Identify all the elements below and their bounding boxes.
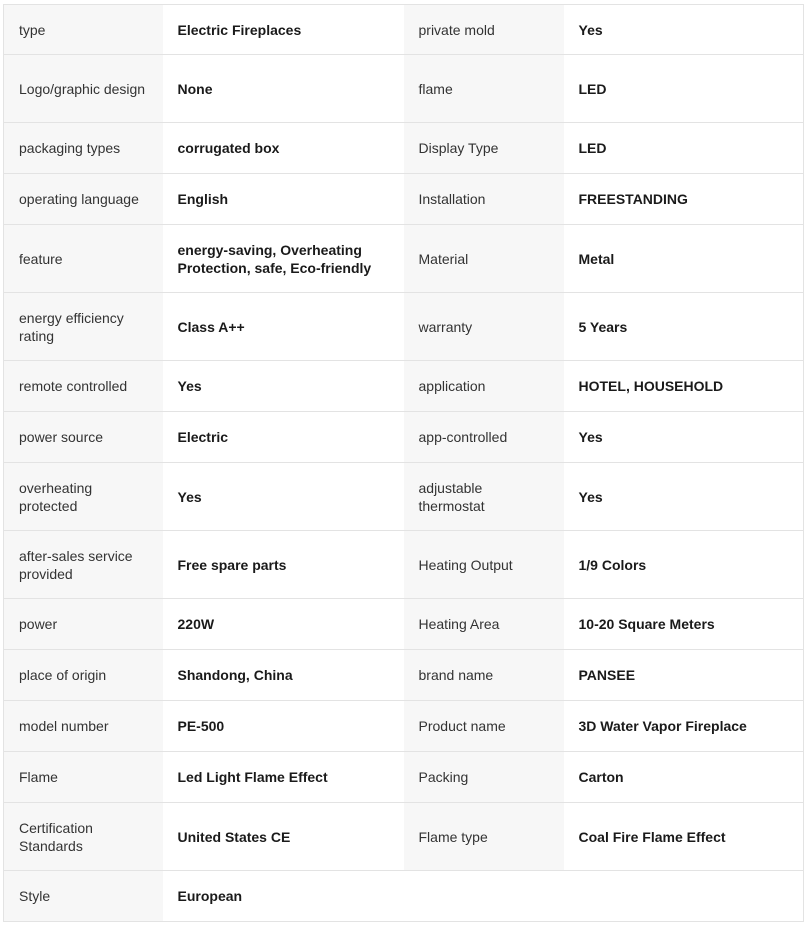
spec-label: place of origin bbox=[4, 650, 163, 701]
spec-label: Flame type bbox=[404, 803, 564, 871]
spec-label: Installation bbox=[404, 174, 564, 225]
spec-value: energy-saving, Overheating Protection, safe, Eco-friendly bbox=[163, 225, 404, 293]
empty-cell bbox=[564, 871, 804, 922]
spec-label: type bbox=[4, 5, 163, 55]
spec-label: Flame bbox=[4, 752, 163, 803]
spec-label: Material bbox=[404, 225, 564, 293]
product-spec-table bbox=[3, 4, 804, 922]
spec-label: packaging types bbox=[4, 123, 163, 174]
spec-row bbox=[4, 463, 804, 531]
spec-label: app-controlled bbox=[404, 412, 564, 463]
spec-value: European bbox=[163, 871, 404, 922]
spec-value: None bbox=[163, 55, 404, 123]
spec-value: 5 Years bbox=[564, 293, 804, 361]
spec-label: warranty bbox=[404, 293, 564, 361]
spec-value: 220W bbox=[163, 599, 404, 650]
spec-row bbox=[4, 531, 804, 599]
spec-value: Electric Fireplaces bbox=[163, 5, 404, 55]
spec-row bbox=[4, 361, 804, 412]
spec-value: PE-500 bbox=[163, 701, 404, 752]
spec-value: United States CE bbox=[163, 803, 404, 871]
spec-value: Yes bbox=[564, 5, 804, 55]
spec-value: Coal Fire Flame Effect bbox=[564, 803, 804, 871]
spec-row bbox=[4, 225, 804, 293]
spec-value: corrugated box bbox=[163, 123, 404, 174]
spec-row bbox=[4, 701, 804, 752]
spec-row bbox=[4, 5, 804, 55]
spec-row bbox=[4, 55, 804, 123]
spec-value: Shandong, China bbox=[163, 650, 404, 701]
spec-row bbox=[4, 123, 804, 174]
spec-row bbox=[4, 412, 804, 463]
spec-value: 3D Water Vapor Fireplace bbox=[564, 701, 804, 752]
spec-label: remote controlled bbox=[4, 361, 163, 412]
spec-row bbox=[4, 803, 804, 871]
spec-label: operating language bbox=[4, 174, 163, 225]
spec-label: model number bbox=[4, 701, 163, 752]
spec-value: Yes bbox=[163, 463, 404, 531]
spec-label: Logo/graphic design bbox=[4, 55, 163, 123]
spec-value: Yes bbox=[564, 463, 804, 531]
spec-label: Certification Standards bbox=[4, 803, 163, 871]
spec-label: power source bbox=[4, 412, 163, 463]
spec-label: after-sales service provided bbox=[4, 531, 163, 599]
spec-value: Electric bbox=[163, 412, 404, 463]
spec-value: Led Light Flame Effect bbox=[163, 752, 404, 803]
spec-value: 10-20 Square Meters bbox=[564, 599, 804, 650]
spec-row bbox=[4, 174, 804, 225]
spec-row bbox=[4, 650, 804, 701]
spec-value: Yes bbox=[163, 361, 404, 412]
spec-label: feature bbox=[4, 225, 163, 293]
spec-table-body bbox=[4, 5, 804, 922]
spec-value: Carton bbox=[564, 752, 804, 803]
spec-label: overheating protected bbox=[4, 463, 163, 531]
spec-label: power bbox=[4, 599, 163, 650]
spec-row bbox=[4, 871, 804, 922]
spec-value: LED bbox=[564, 55, 804, 123]
spec-label: Product name bbox=[404, 701, 564, 752]
spec-row bbox=[4, 293, 804, 361]
spec-label: Heating Area bbox=[404, 599, 564, 650]
spec-value: 1/9 Colors bbox=[564, 531, 804, 599]
spec-value: English bbox=[163, 174, 404, 225]
spec-label: Style bbox=[4, 871, 163, 922]
spec-label: Display Type bbox=[404, 123, 564, 174]
spec-label: flame bbox=[404, 55, 564, 123]
spec-value: LED bbox=[564, 123, 804, 174]
spec-row bbox=[4, 599, 804, 650]
spec-value: PANSEE bbox=[564, 650, 804, 701]
spec-label: Heating Output bbox=[404, 531, 564, 599]
spec-label: private mold bbox=[404, 5, 564, 55]
spec-value: HOTEL, HOUSEHOLD bbox=[564, 361, 804, 412]
spec-value: FREESTANDING bbox=[564, 174, 804, 225]
spec-row bbox=[4, 752, 804, 803]
spec-value: Metal bbox=[564, 225, 804, 293]
spec-label: energy efficiency rating bbox=[4, 293, 163, 361]
spec-label: Packing bbox=[404, 752, 564, 803]
spec-value: Free spare parts bbox=[163, 531, 404, 599]
spec-value: Class A++ bbox=[163, 293, 404, 361]
empty-cell bbox=[404, 871, 564, 922]
spec-value: Yes bbox=[564, 412, 804, 463]
spec-label: adjustable thermostat bbox=[404, 463, 564, 531]
spec-label: application bbox=[404, 361, 564, 412]
spec-label: brand name bbox=[404, 650, 564, 701]
